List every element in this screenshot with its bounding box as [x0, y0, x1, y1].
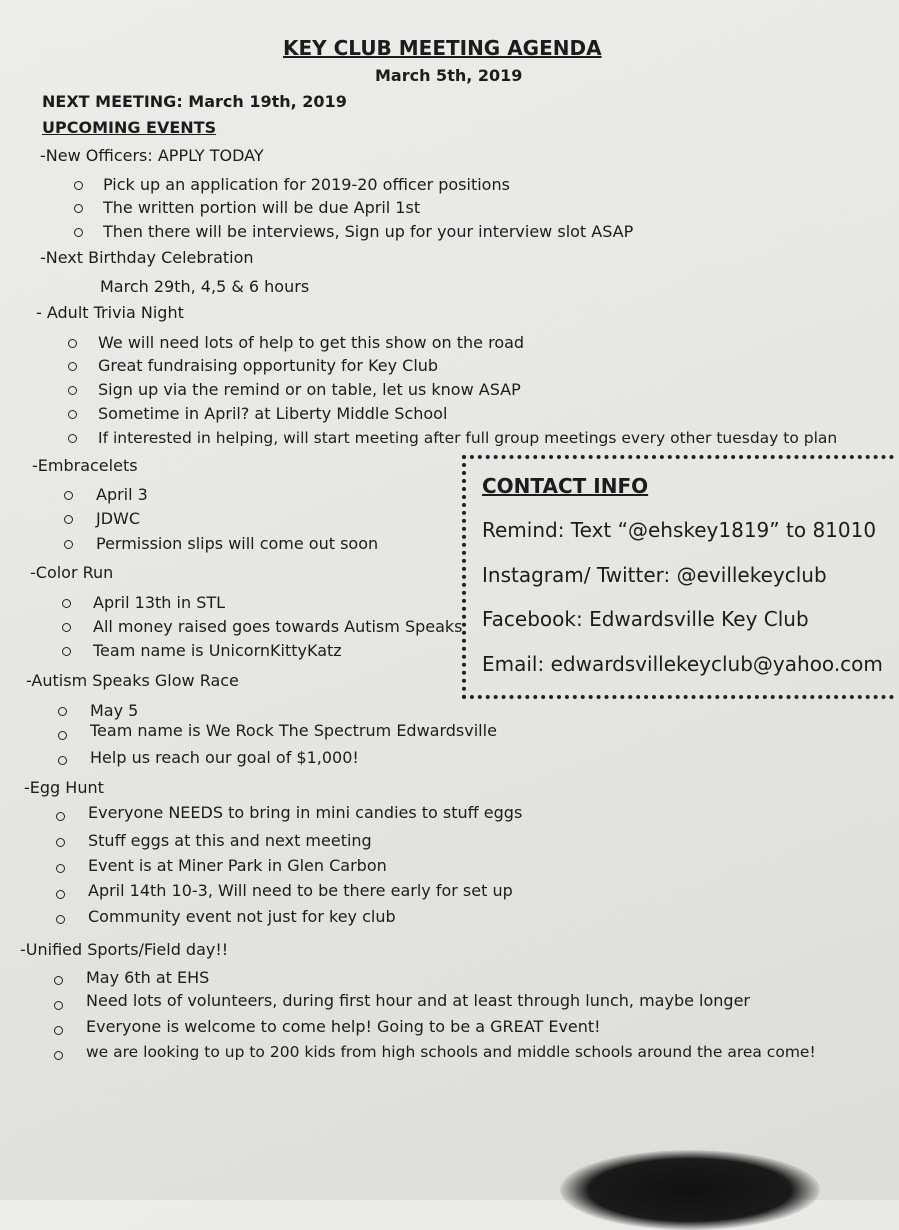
- list-item: The written portion will be due April 1st: [103, 198, 421, 217]
- contact-social: Instagram/ Twitter: @evillekeyclub: [482, 563, 827, 587]
- bullet-icon: [56, 864, 65, 873]
- list-item: All money raised goes towards Autism Speaks: [93, 617, 463, 636]
- list-item: Need lots of volunteers, during first hour and at least through lunch, maybe longer: [86, 991, 750, 1010]
- list-item: May 6th at EHS: [86, 968, 210, 987]
- bullet-icon: [56, 915, 65, 924]
- section-heading-embracelets: -Embracelets: [32, 456, 138, 475]
- list-item: Sign up via the remind or on table, let us know ASAP: [98, 380, 521, 399]
- bullet-icon: [58, 731, 67, 740]
- list-item: April 13th in STL: [93, 593, 226, 612]
- list-item: May 5: [90, 701, 139, 720]
- list-item: Great fundraising opportunity for Key Club: [98, 356, 439, 375]
- list-item: Team name is UnicornKittyKatz: [93, 641, 342, 660]
- bullet-icon: [56, 890, 65, 899]
- contact-info-box: [462, 455, 894, 699]
- list-item: Stuff eggs at this and next meeting: [88, 831, 372, 850]
- list-item: Then there will be interviews, Sign up for your interview slot ASAP: [103, 222, 634, 241]
- contact-facebook: Facebook: Edwardsville Key Club: [482, 607, 809, 631]
- bullet-icon: [62, 599, 71, 608]
- bullet-icon: [68, 339, 77, 348]
- bullet-icon: [58, 707, 67, 716]
- bullet-icon: [64, 491, 73, 500]
- list-item: we are looking to up to 200 kids from high schools and middle schools around the area come!: [86, 1043, 816, 1061]
- list-item: Everyone NEEDS to bring in mini candies to stuff eggs: [88, 803, 523, 822]
- section-heading-trivia: - Adult Trivia Night: [36, 303, 184, 322]
- list-item: If interested in helping, will start meeting after full group meetings every other tuesday to plan: [98, 429, 838, 447]
- list-item: Sometime in April? at Liberty Middle School: [98, 404, 448, 423]
- dark-object-shadow: [560, 1150, 820, 1230]
- bullet-icon: [54, 976, 63, 985]
- list-item: April 3: [96, 485, 148, 504]
- bullet-icon: [54, 1026, 63, 1035]
- meeting-date: March 5th, 2019: [375, 66, 523, 85]
- contact-info-title: CONTACT INFO: [482, 474, 649, 498]
- list-item: Pick up an application for 2019-20 officer positions: [103, 175, 510, 194]
- section-heading-color-run: -Color Run: [30, 563, 114, 582]
- list-item: April 14th 10-3, Will need to be there early for set up: [88, 881, 513, 900]
- section-heading-glow-race: -Autism Speaks Glow Race: [26, 671, 239, 690]
- bullet-icon: [54, 1051, 63, 1060]
- bullet-icon: [56, 838, 65, 847]
- list-item: Community event not just for key club: [88, 907, 396, 926]
- birthday-detail: March 29th, 4,5 & 6 hours: [100, 277, 310, 296]
- page-title: KEY CLUB MEETING AGENDA: [283, 36, 602, 60]
- bullet-icon: [62, 623, 71, 632]
- list-item: Team name is We Rock The Spectrum Edwardsville: [90, 721, 497, 740]
- section-heading-unified-sports: -Unified Sports/Field day!!: [20, 940, 229, 959]
- bullet-icon: [68, 362, 77, 371]
- section-heading-birthday: -Next Birthday Celebration: [40, 248, 254, 267]
- bullet-icon: [58, 756, 67, 765]
- list-item: Permission slips will come out soon: [96, 534, 379, 553]
- section-heading-egg-hunt: -Egg Hunt: [24, 778, 104, 797]
- bullet-icon: [74, 181, 83, 190]
- list-item: We will need lots of help to get this show on the road: [98, 333, 525, 352]
- bullet-icon: [62, 647, 71, 656]
- bullet-icon: [54, 1001, 63, 1010]
- bullet-icon: [68, 434, 77, 443]
- contact-remind: Remind: Text “@ehskey1819” to 81010: [482, 518, 877, 542]
- list-item: Event is at Miner Park in Glen Carbon: [88, 856, 387, 875]
- section-heading-officers: -New Officers: APPLY TODAY: [40, 146, 264, 165]
- list-item: Help us reach our goal of $1,000!: [90, 748, 359, 767]
- bullet-icon: [64, 540, 73, 549]
- bullet-icon: [74, 204, 83, 213]
- list-item: Everyone is welcome to come help! Going to be a GREAT Event!: [86, 1017, 601, 1036]
- bullet-icon: [68, 386, 77, 395]
- bullet-icon: [56, 812, 65, 821]
- contact-email: Email: edwardsvillekeyclub@yahoo.com: [482, 652, 883, 676]
- upcoming-events-heading: UPCOMING EVENTS: [42, 118, 217, 137]
- list-item: JDWC: [96, 509, 141, 528]
- bullet-icon: [68, 410, 77, 419]
- bullet-icon: [64, 515, 73, 524]
- bullet-icon: [74, 228, 83, 237]
- next-meeting: NEXT MEETING: March 19th, 2019: [42, 92, 347, 111]
